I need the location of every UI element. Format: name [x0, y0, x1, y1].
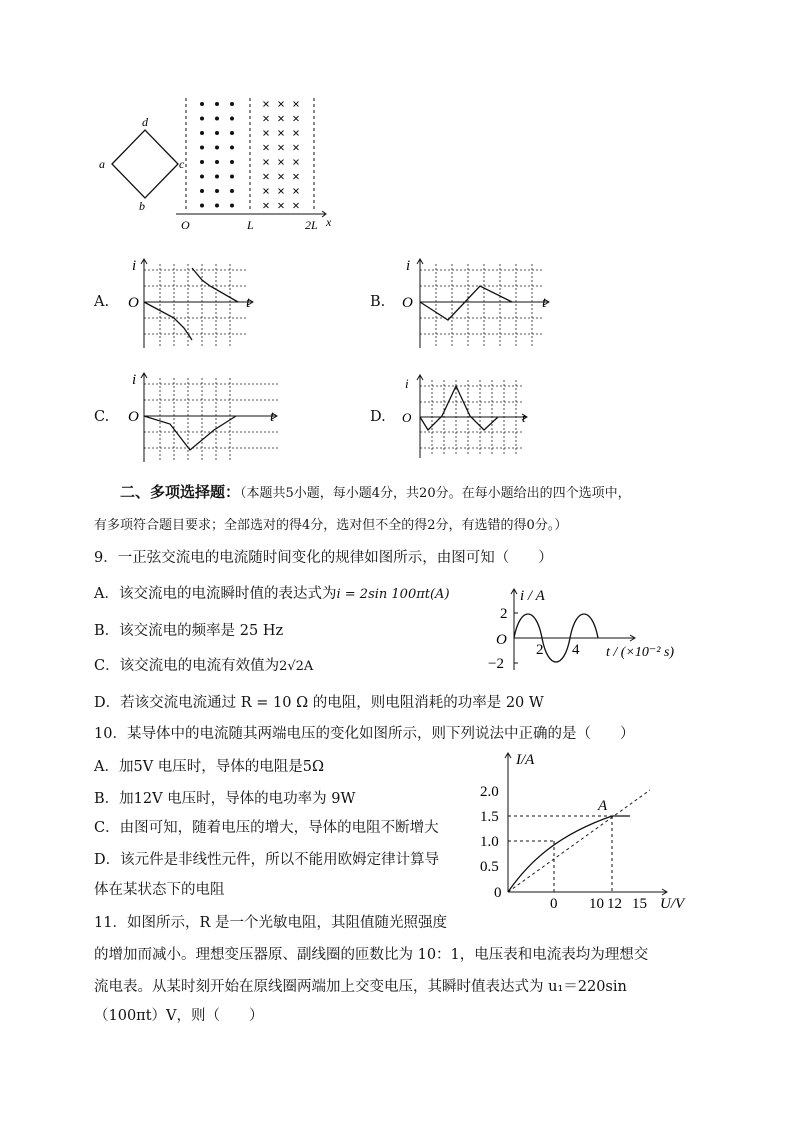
field-dot [200, 160, 204, 164]
field-dot [215, 146, 219, 150]
y-label: i [132, 372, 137, 388]
grid [144, 264, 248, 346]
field-cross [294, 145, 299, 150]
q11-line-1: 11．如图所示，R 是一个光敏电阻，其阻值随光照强度 [94, 915, 447, 931]
y-label: i [405, 376, 409, 391]
y-tick: 1.5 [480, 809, 499, 825]
field-cross [264, 189, 269, 194]
x-tick: 12 [607, 896, 622, 912]
field-cross [279, 102, 284, 107]
origin-label: O [402, 295, 413, 311]
q9-c-text: C．该交流电的电流有效值为 [94, 658, 280, 674]
field-cross [264, 203, 269, 208]
q11-line-2: 的增加而减小。理想变压器原、副线圈的匝数比为 10：1，电压表和电流表均为理想交 [94, 947, 649, 963]
q10-stem: 10．某导体中的电流随其两端电压的变化如图所示，则下列说法中正确的是（ ） [94, 726, 635, 742]
y-tick: 2.0 [480, 784, 499, 800]
field-in-crosses [264, 102, 299, 209]
origin-label: O [128, 409, 139, 425]
field-dot [230, 131, 234, 135]
label-b: b [139, 199, 145, 213]
curve [420, 286, 512, 320]
field-cross [264, 102, 269, 107]
field-cross [279, 174, 284, 179]
field-cross [294, 102, 299, 107]
field-cross [264, 131, 269, 136]
x-label: t [246, 295, 251, 311]
magnetic-field-figure [90, 92, 350, 232]
field-cross [264, 116, 269, 121]
q9-option-b: B．该交流电的频率是 25 Hz [94, 623, 284, 639]
field-dot [215, 175, 219, 179]
label-c: c [179, 157, 185, 171]
x-label: t [542, 295, 547, 311]
field-dot [230, 160, 234, 164]
field-cross [279, 160, 284, 165]
field-cross [264, 145, 269, 150]
section-note-1: （本题共5小题，每小题4分，共20分。在每小题给出的四个选项中， [240, 486, 631, 501]
field-cross [279, 145, 284, 150]
q10-option-c: C．由图可知，随着电压的增大，导体的电阻不断增大 [94, 820, 439, 836]
y-tick: 1.0 [480, 834, 499, 850]
field-cross [279, 131, 284, 136]
grid [420, 264, 544, 346]
field-cross [294, 189, 299, 194]
square-loop [112, 130, 178, 198]
option-a-graph [118, 256, 258, 352]
label-a: a [99, 157, 105, 171]
origin-label: O [496, 632, 507, 648]
field-dot [215, 189, 219, 193]
axis-2L: 2L [305, 218, 318, 232]
option-a-letter: A. [94, 294, 110, 310]
field-cross [279, 203, 284, 208]
origin-label: O [402, 410, 412, 425]
axis-x: x [326, 215, 332, 229]
x-label: t / (×10⁻² s) [606, 645, 675, 660]
field-dot [200, 175, 204, 179]
field-dot [230, 102, 234, 106]
option-b-graph [394, 256, 554, 352]
field-cross [279, 189, 284, 194]
q10-option-d-2: 体在某状态下的电阻 [94, 882, 225, 898]
y-top-tick: 2 [500, 606, 508, 622]
x-tick: 15 [632, 896, 647, 912]
point-a-label: A [598, 798, 608, 814]
section-note-2: 有多项符合题目要求；全部选对的得4分，选对但不全的得2分，有选错的得0分。） [94, 518, 568, 533]
grid [144, 378, 278, 460]
field-dot [200, 204, 204, 208]
field-dot [230, 146, 234, 150]
x-tick-2: 2 [536, 642, 544, 658]
field-dot [215, 131, 219, 135]
field-cross [279, 116, 284, 121]
curve [144, 416, 236, 450]
y-tick: 0.5 [480, 859, 499, 875]
section-title: 二、多项选择题： [120, 483, 241, 501]
x-label: t [270, 409, 275, 425]
axis-origin: O [181, 218, 190, 232]
field-cross [294, 116, 299, 121]
field-cross [294, 174, 299, 179]
q10-option-a: A．加5V 电压时，导体的电阻是5Ω [94, 759, 325, 775]
option-c-graph [118, 370, 288, 466]
x-tick: 0 [550, 896, 558, 912]
x-label: U/V [660, 896, 685, 912]
q9-a-text: A．该交流电的电流瞬时值的表达式为 [94, 586, 337, 602]
x-tick-4: 4 [572, 642, 580, 658]
field-dot [200, 131, 204, 135]
q10-option-d-1: D．该元件是非线性元件，所以不能用欧姆定律计算导 [94, 852, 440, 868]
q9-option-d: D．若该交流电流通过 R = 10 Ω 的电阻，则电阻消耗的功率是 20 W [94, 695, 544, 711]
field-dot [215, 102, 219, 106]
q10-option-b: B．加12V 电压时，导体的电功率为 9W [94, 791, 356, 807]
y-label: i / A [520, 588, 545, 604]
field-dot [200, 146, 204, 150]
field-cross [294, 160, 299, 165]
y-tick: 0 [494, 885, 502, 901]
curve [192, 268, 238, 302]
origin-label: O [128, 295, 139, 311]
field-cross [264, 160, 269, 165]
field-dot [200, 117, 204, 121]
y-label: i [132, 258, 137, 274]
option-b-letter: B. [370, 294, 386, 310]
field-dot [230, 175, 234, 179]
field-dot [215, 160, 219, 164]
q11-line-3: 流电表。从某时刻开始在原线圈两端加上交变电压，其瞬时值表达式为 u₁＝220sin [94, 979, 627, 995]
field-dot [215, 204, 219, 208]
x-tick: 10 [589, 896, 604, 912]
field-dot [230, 117, 234, 121]
y-label: I/A [516, 752, 535, 768]
x-label: t [522, 410, 526, 425]
field-dot [230, 189, 234, 193]
q10-iu-graph [470, 748, 700, 912]
q9-sine-graph [484, 586, 694, 676]
label-d: d [142, 115, 148, 129]
section-header [120, 482, 631, 504]
field-out-dots [200, 102, 234, 208]
option-d-letter: D. [370, 409, 386, 425]
q9-option-c [94, 656, 313, 677]
axis-L: L [247, 218, 254, 232]
field-dot [200, 189, 204, 193]
field-cross [264, 174, 269, 179]
y-bottom-tick: −2 [488, 656, 504, 672]
option-c-letter: C. [94, 409, 110, 425]
q9-stem: 9．一正弦交流电的电流随时间变化的规律如图所示，由图可知（ ） [94, 550, 553, 566]
q11-line-4: （100πt）V，则（ ） [94, 1008, 264, 1024]
q9-option-a [94, 584, 450, 605]
field-dot [215, 117, 219, 121]
y-label: i [406, 258, 411, 274]
field-cross [294, 203, 299, 208]
field-dot [200, 102, 204, 106]
grid [420, 380, 522, 456]
q9-c-formula: 2√2A [279, 659, 314, 674]
field-cross [294, 131, 299, 136]
option-d-graph [394, 372, 544, 462]
q9-a-formula: i = 2sin 100πt(A) [336, 587, 450, 602]
field-dot [230, 204, 234, 208]
